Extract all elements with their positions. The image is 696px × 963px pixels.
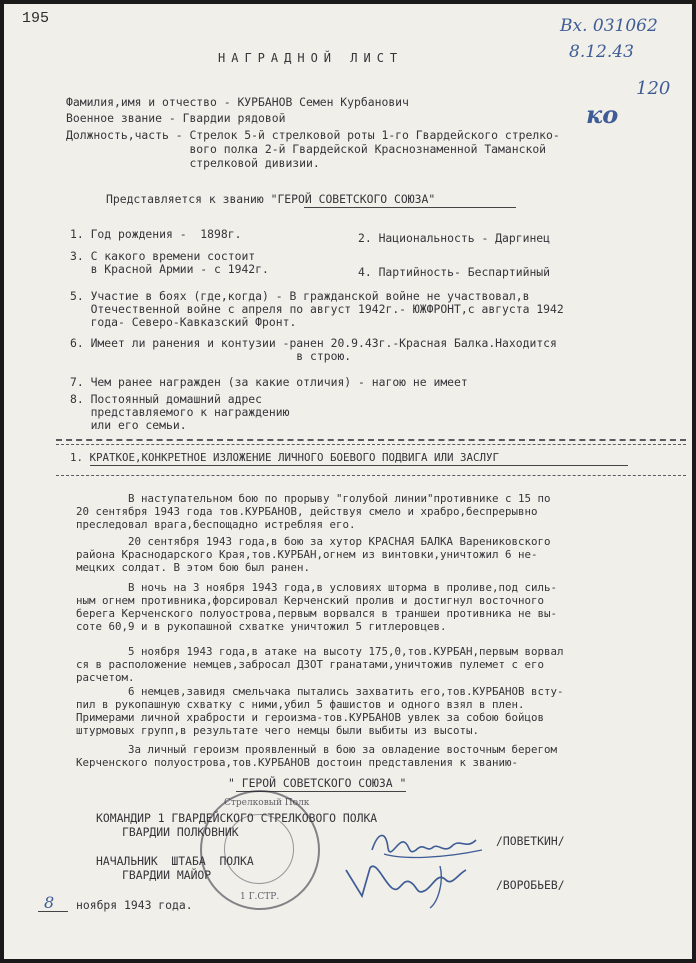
narrative-line-15: пил в рукопашную схватку с ними,убил 5 фашистов и одного взял в плен. [76, 698, 525, 711]
incoming-date: 8.12.43 [569, 42, 634, 62]
item-6b: в строю. [70, 349, 352, 363]
narrative-line-18: За личный героизм проявленный в бою за овладение восточным берегом [76, 743, 558, 756]
narrative-line-1: В наступательном бою по прорыву "голубой линии"противнике с 15 по [76, 492, 551, 505]
seal-text-bottom: 1 Г.СТР. [240, 892, 280, 902]
position-line-2: вого полка 2-й Гвардейской Краснознаменной Таманской [66, 142, 547, 156]
narrative-line-13: расчетом. [76, 671, 135, 684]
date-day: 8 [44, 893, 55, 912]
narrative-line-12: ся в расположение немцев,забросал ДЗОТ гранатами,уничтожив пулемет с его [76, 658, 545, 671]
item-4: 4. Партийность- Беспартийный [358, 265, 551, 279]
page-number: 120 [636, 78, 671, 99]
item-2: 2. Национальность - Даргинец [358, 231, 551, 245]
name-line: Фамилия,имя и отчество - КУРБАНОВ Семен Курбанович [66, 95, 409, 109]
narrative-line-17: штурмовых групп,в результате чего немцы были выбиты из высоты. [76, 724, 480, 737]
narrative-line-4: 20 сентября 1943 года,в бою за хутор КРАСНАЯ БАЛКА Варениковского [76, 535, 551, 548]
commander-title-1: КОМАНДИР 1 ГВАРДЕЙСКОГО СТРЕЛКОВОГО ПОЛКА [96, 811, 378, 825]
date-day-underline [38, 911, 68, 912]
divider-top-2 [56, 444, 686, 445]
conclusion-title: " ГЕРОЙ СОВЕТСКОГО СОЮЗА " [228, 776, 407, 790]
seal-text-top: Стрелковый Полк [224, 798, 310, 808]
narrative-line-14: 6 немцев,завидя смельчака пытались захватить его,тов.КУРБАНОВ всту- [76, 685, 564, 698]
handwritten-mark: ко [586, 100, 619, 129]
item-8a: 8. Постоянный домашний адрес [70, 392, 263, 406]
item-3a: 3. С какого времени состоит [70, 249, 256, 263]
narrative-line-7: В ночь на 3 ноября 1943 года,в условиях шторма в проливе,под силь- [76, 581, 558, 594]
narrative-line-19: Керченского полуострова,тов.КУРБАНОВ достоин представления к званию- [76, 756, 519, 769]
award-sheet [4, 4, 692, 959]
narrative-line-10: соте 60,9 и в рукопашной схватке уничтожил 5 гитлеровцев. [76, 620, 447, 633]
chief-name: /ВОРОБЬЕВ/ [496, 878, 565, 892]
commander-title-2: ГВАРДИИ ПОЛКОВНИК [122, 825, 239, 839]
regiment-seal [200, 790, 320, 910]
section-heading-underline [90, 465, 628, 466]
divider-bottom [56, 475, 686, 476]
date-rest: ноября 1943 года. [76, 898, 193, 912]
nomination-underline [304, 207, 516, 208]
nomination-line: Представляется к званию "ГЕРОЙ СОВЕТСКОГО СОЮЗА" [106, 192, 436, 206]
commander-name: /ПОВЕТКИН/ [496, 834, 565, 848]
narrative-line-2: 20 сентября 1943 года тов.КУРБАНОВ, действуя смело и храбро,беспрерывно [76, 505, 538, 518]
section-heading: 1. КРАТКОЕ,КОНКРЕТНОЕ ИЗЛОЖЕНИЕ ЛИЧНОГО БОЕВОГО ПОДВИГА ИЛИ ЗАСЛУГ [70, 451, 500, 464]
narrative-line-16: Примерами личной храбрости и героизма-тов.КУРБАНОВ увлек за собою бойцов [76, 711, 545, 724]
narrative-line-3: преследовал врага,беспощадно истребляя его. [76, 518, 356, 531]
narrative-line-11: 5 ноября 1943 года,в атаке на высоту 175,0,тов.КУРБАН,первым ворвал [76, 645, 564, 658]
item-6a: 6. Имеет ли ранения и контузии -ранен 20.9.43г.-Красная Балка.Находится [70, 336, 557, 350]
chief-title-2: ГВАРДИИ МАЙОР [122, 868, 212, 882]
item-3b: в Красной Армии - с 1942г. [70, 262, 269, 276]
divider-top [56, 439, 686, 441]
position-line-1: Должность,часть - Стрелок 5-й стрелковой роты 1-го Гвардейского стрелко- [66, 128, 560, 142]
incoming-ref: Вх. 031062 [560, 16, 658, 36]
narrative-line-6: мецких солдат. В этом бою был ранен. [76, 561, 311, 574]
narrative-line-5: района Краснодарского Края,тов.КУРБАН,огнем из винтовки,уничтожил 6 не- [76, 548, 538, 561]
item-5c: года- Северо-Кавказский Фронт. [70, 315, 297, 329]
chief-title-1: НАЧАЛЬНИК ШТАБА ПОЛКА [96, 854, 254, 868]
narrative-line-8: ным огнем противника,форсировал Керченский пролив и достигнул восточного [76, 594, 545, 607]
item-5a: 5. Участие в боях (где,когда) - В гражданской войне не участвовал,в [70, 289, 530, 303]
position-line-3: стрелковой дивизии. [66, 156, 320, 170]
archive-number: 195 [22, 10, 50, 27]
item-7: 7. Чем ранее награжден (за какие отличия) - нагою не имеет [70, 375, 468, 389]
rank-line: Военное звание - Гвардии рядовой [66, 111, 286, 125]
narrative-line-9: берега Керченского полуострова,первым ворвался в траншеи противника не вы- [76, 607, 558, 620]
document-title: НАГРАДНОЙ ЛИСТ [218, 51, 404, 65]
item-8b: представляемого к награждению [70, 405, 290, 419]
item-5b: Отечественной войне с апреля по август 1942г.- ЮЖФРОНТ,с августа 1942 [70, 302, 564, 316]
item-1: 1. Год рождения - 1898г. [70, 227, 242, 241]
item-8c: или его семьи. [70, 418, 187, 432]
chief-signature [340, 852, 490, 912]
